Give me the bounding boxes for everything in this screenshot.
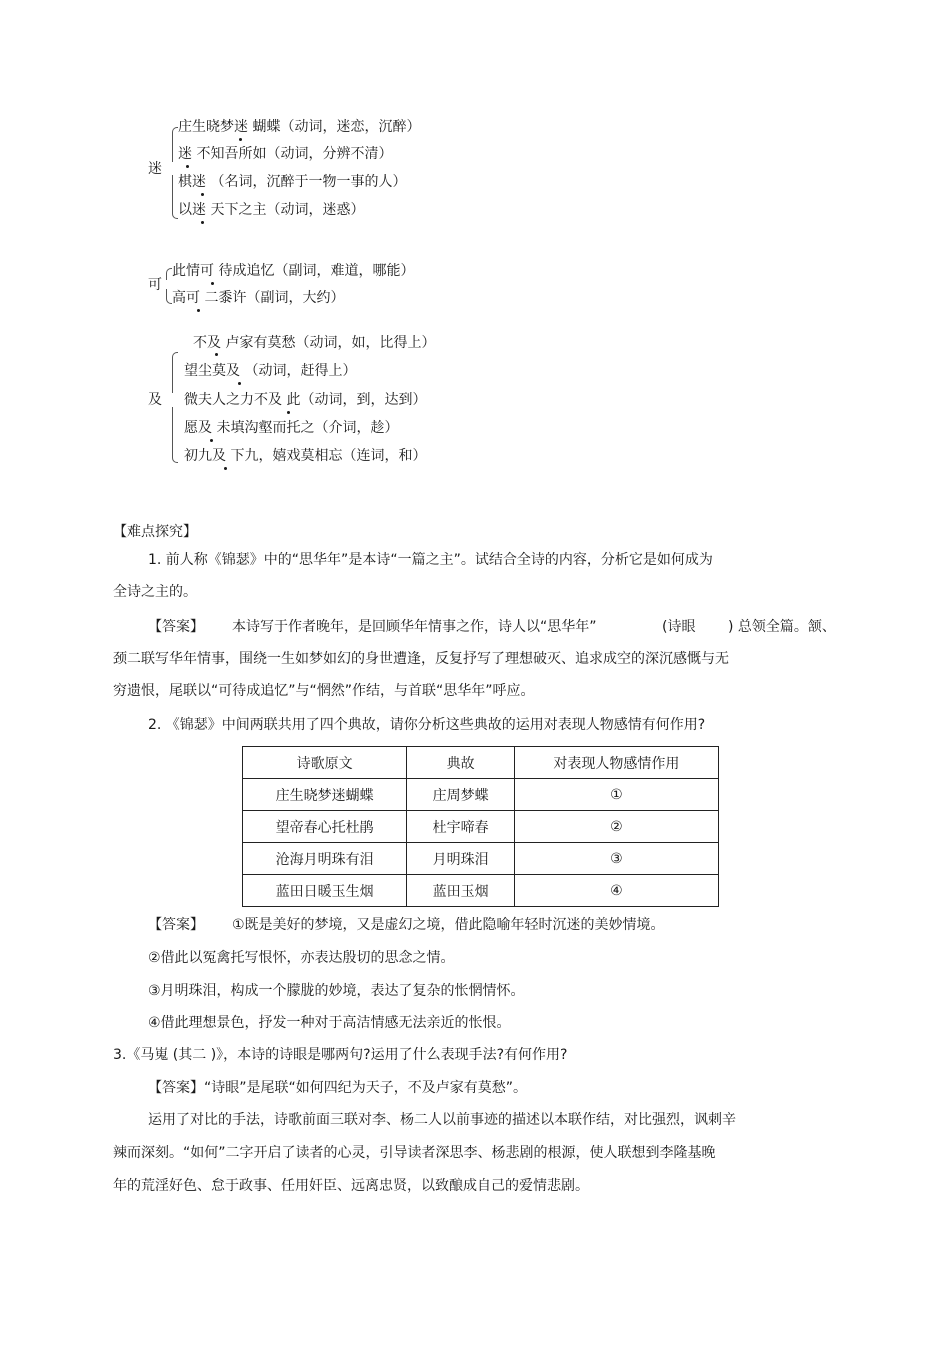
q1-answer-seg-1: 本诗写于作者晚年，是回顾华年情事之作，诗人以“思华年” <box>232 619 597 635</box>
ke-line-2: 高可 二黍许（副词，大约） <box>172 290 345 306</box>
emphasis-dot <box>215 353 218 356</box>
emphasis-dot <box>211 282 214 285</box>
table-cell: 庄周梦蝶 <box>407 779 515 811</box>
brace-ji-top <box>172 352 178 393</box>
emphasis-dot <box>287 411 290 414</box>
q1-answer-seg-2: (诗眼 <box>662 619 696 635</box>
ji-line-5: 初九及 下九，嬉戏莫相忘（连词，和） <box>184 448 427 464</box>
emphasis-dot <box>210 439 213 442</box>
table-row <box>243 843 719 875</box>
group-head-ke: 可 <box>148 277 162 293</box>
q3-answer-line-3: 辣而深刻。“如何”二字开启了读者的心灵，引导读者深思李、杨悲剧的根源，使人联想到李隆基晚 <box>113 1145 716 1161</box>
emphasis-dot <box>186 165 189 168</box>
q1-question-line-2: 全诗之主的。 <box>113 584 197 600</box>
table-header: 对表现人物感情作用 <box>514 747 718 779</box>
ke-line-1: 此情可 待成追忆（副词，难道，哪能） <box>172 263 415 279</box>
q2-answer-line-1: ①既是美好的梦境，又是虚幻之境，借此隐喻年轻时沉迷的美妙情境。 <box>232 917 665 933</box>
table-cell: 月明珠泪 <box>407 843 515 875</box>
table-cell: ② <box>514 811 718 843</box>
brace-ji-bottom <box>172 407 178 463</box>
table-row <box>243 779 719 811</box>
q2-question: 2. 《锦瑟》中间两联共用了四个典故，请你分析这些典故的运用对表现人物感情有何作用? <box>148 717 706 733</box>
table-cell: 杜宇啼春 <box>407 811 515 843</box>
table-cell: 望帝春心托杜鹃 <box>243 811 407 843</box>
ji-line-4: 愿及 未填沟壑而托之（介词，趁） <box>184 420 399 436</box>
table-cell: 蓝田日暖玉生烟 <box>243 875 407 907</box>
table-header: 诗歌原文 <box>243 747 407 779</box>
group-head-mi: 迷 <box>148 161 162 177</box>
q1-answer-seg-3: ) 总领全篇。颔、 <box>728 619 836 635</box>
table-header-row <box>243 747 719 779</box>
q3-answer-line-2: 运用了对比的手法，诗歌前面三联对李、杨二人以前事迹的描述以本联作结，对比强烈，讽刺辛 <box>148 1112 736 1128</box>
emphasis-dot <box>197 309 200 312</box>
mi-line-3: 棋迷 （名词，沉醉于一物一事的人） <box>178 174 407 190</box>
table-row <box>243 875 719 907</box>
allusion-table <box>242 746 719 907</box>
ji-line-1: 不及 卢家有莫愁（动词，如，比得上） <box>193 335 436 351</box>
q1-question-line-1: 1. 前人称《锦瑟》中的“思华年”是本诗“一篇之主”。试结合全诗的内容，分析它是如何成为 <box>148 552 713 568</box>
emphasis-dot <box>201 193 204 196</box>
group-head-ji: 及 <box>148 392 162 408</box>
q1-answer-line-3: 穷遗恨，尾联以“可待成追忆”与“惘然”作结，与首联“思华年”呼应。 <box>113 683 535 699</box>
ji-line-2: 望尘莫及 （动词，赶得上） <box>184 363 357 379</box>
q3-answer-line-1: 【答案】“诗眼”是尾联“如何四纪为天子，不及卢家有莫愁”。 <box>148 1080 528 1096</box>
table-cell: ④ <box>514 875 718 907</box>
table-cell: ① <box>514 779 718 811</box>
emphasis-dot <box>201 221 204 224</box>
mi-line-2: 迷 不知吾所如（动词，分辨不清） <box>178 146 393 162</box>
table-cell: ③ <box>514 843 718 875</box>
table-cell: 蓝田玉烟 <box>407 875 515 907</box>
mi-line-1: 庄生晓梦迷 蝴蝶（动词，迷恋，沉醉） <box>178 119 421 135</box>
table-cell: 沧海月明珠有泪 <box>243 843 407 875</box>
q2-answer-label: 【答案】 <box>148 917 204 933</box>
q2-answer-line-4: ④借此理想景色，抒发一种对于高洁情感无法亲近的怅恨。 <box>148 1015 511 1031</box>
emphasis-dot <box>238 382 241 385</box>
q1-answer-line-2: 颈二联写华年情事，围绕一生如梦如幻的身世遭逢，反复抒写了理想破灭、追求成空的深沉感慨与无 <box>113 651 729 667</box>
q3-question: 3.《马嵬 (其二 )》，本诗的诗眼是哪两句?运用了什么表现手法?有何作用? <box>113 1047 568 1063</box>
q3-answer-line-4: 年的荒淫好色、怠于政事、任用奸臣、远离忠贤，以致酿成自己的爱情悲剧。 <box>113 1178 589 1194</box>
table-cell: 庄生晓梦迷蝴蝶 <box>243 779 407 811</box>
q2-answer-line-2: ②借此以冤禽托写恨怀，亦表达殷切的思念之情。 <box>148 950 455 966</box>
section-title: 【难点探究】 <box>113 524 197 540</box>
q2-answer-line-3: ③月明珠泪，构成一个朦胧的妙境，表达了复杂的怅惘情怀。 <box>148 983 525 999</box>
table-header: 典故 <box>407 747 515 779</box>
emphasis-dot <box>224 467 227 470</box>
emphasis-dot <box>239 138 242 141</box>
mi-line-4: 以迷 天下之主（动词，迷惑） <box>178 202 365 218</box>
table-row <box>243 811 719 843</box>
ji-line-3: 微夫人之力不及 此（动词，到，达到） <box>184 392 427 408</box>
q1-answer-label: 【答案】 <box>148 619 204 635</box>
